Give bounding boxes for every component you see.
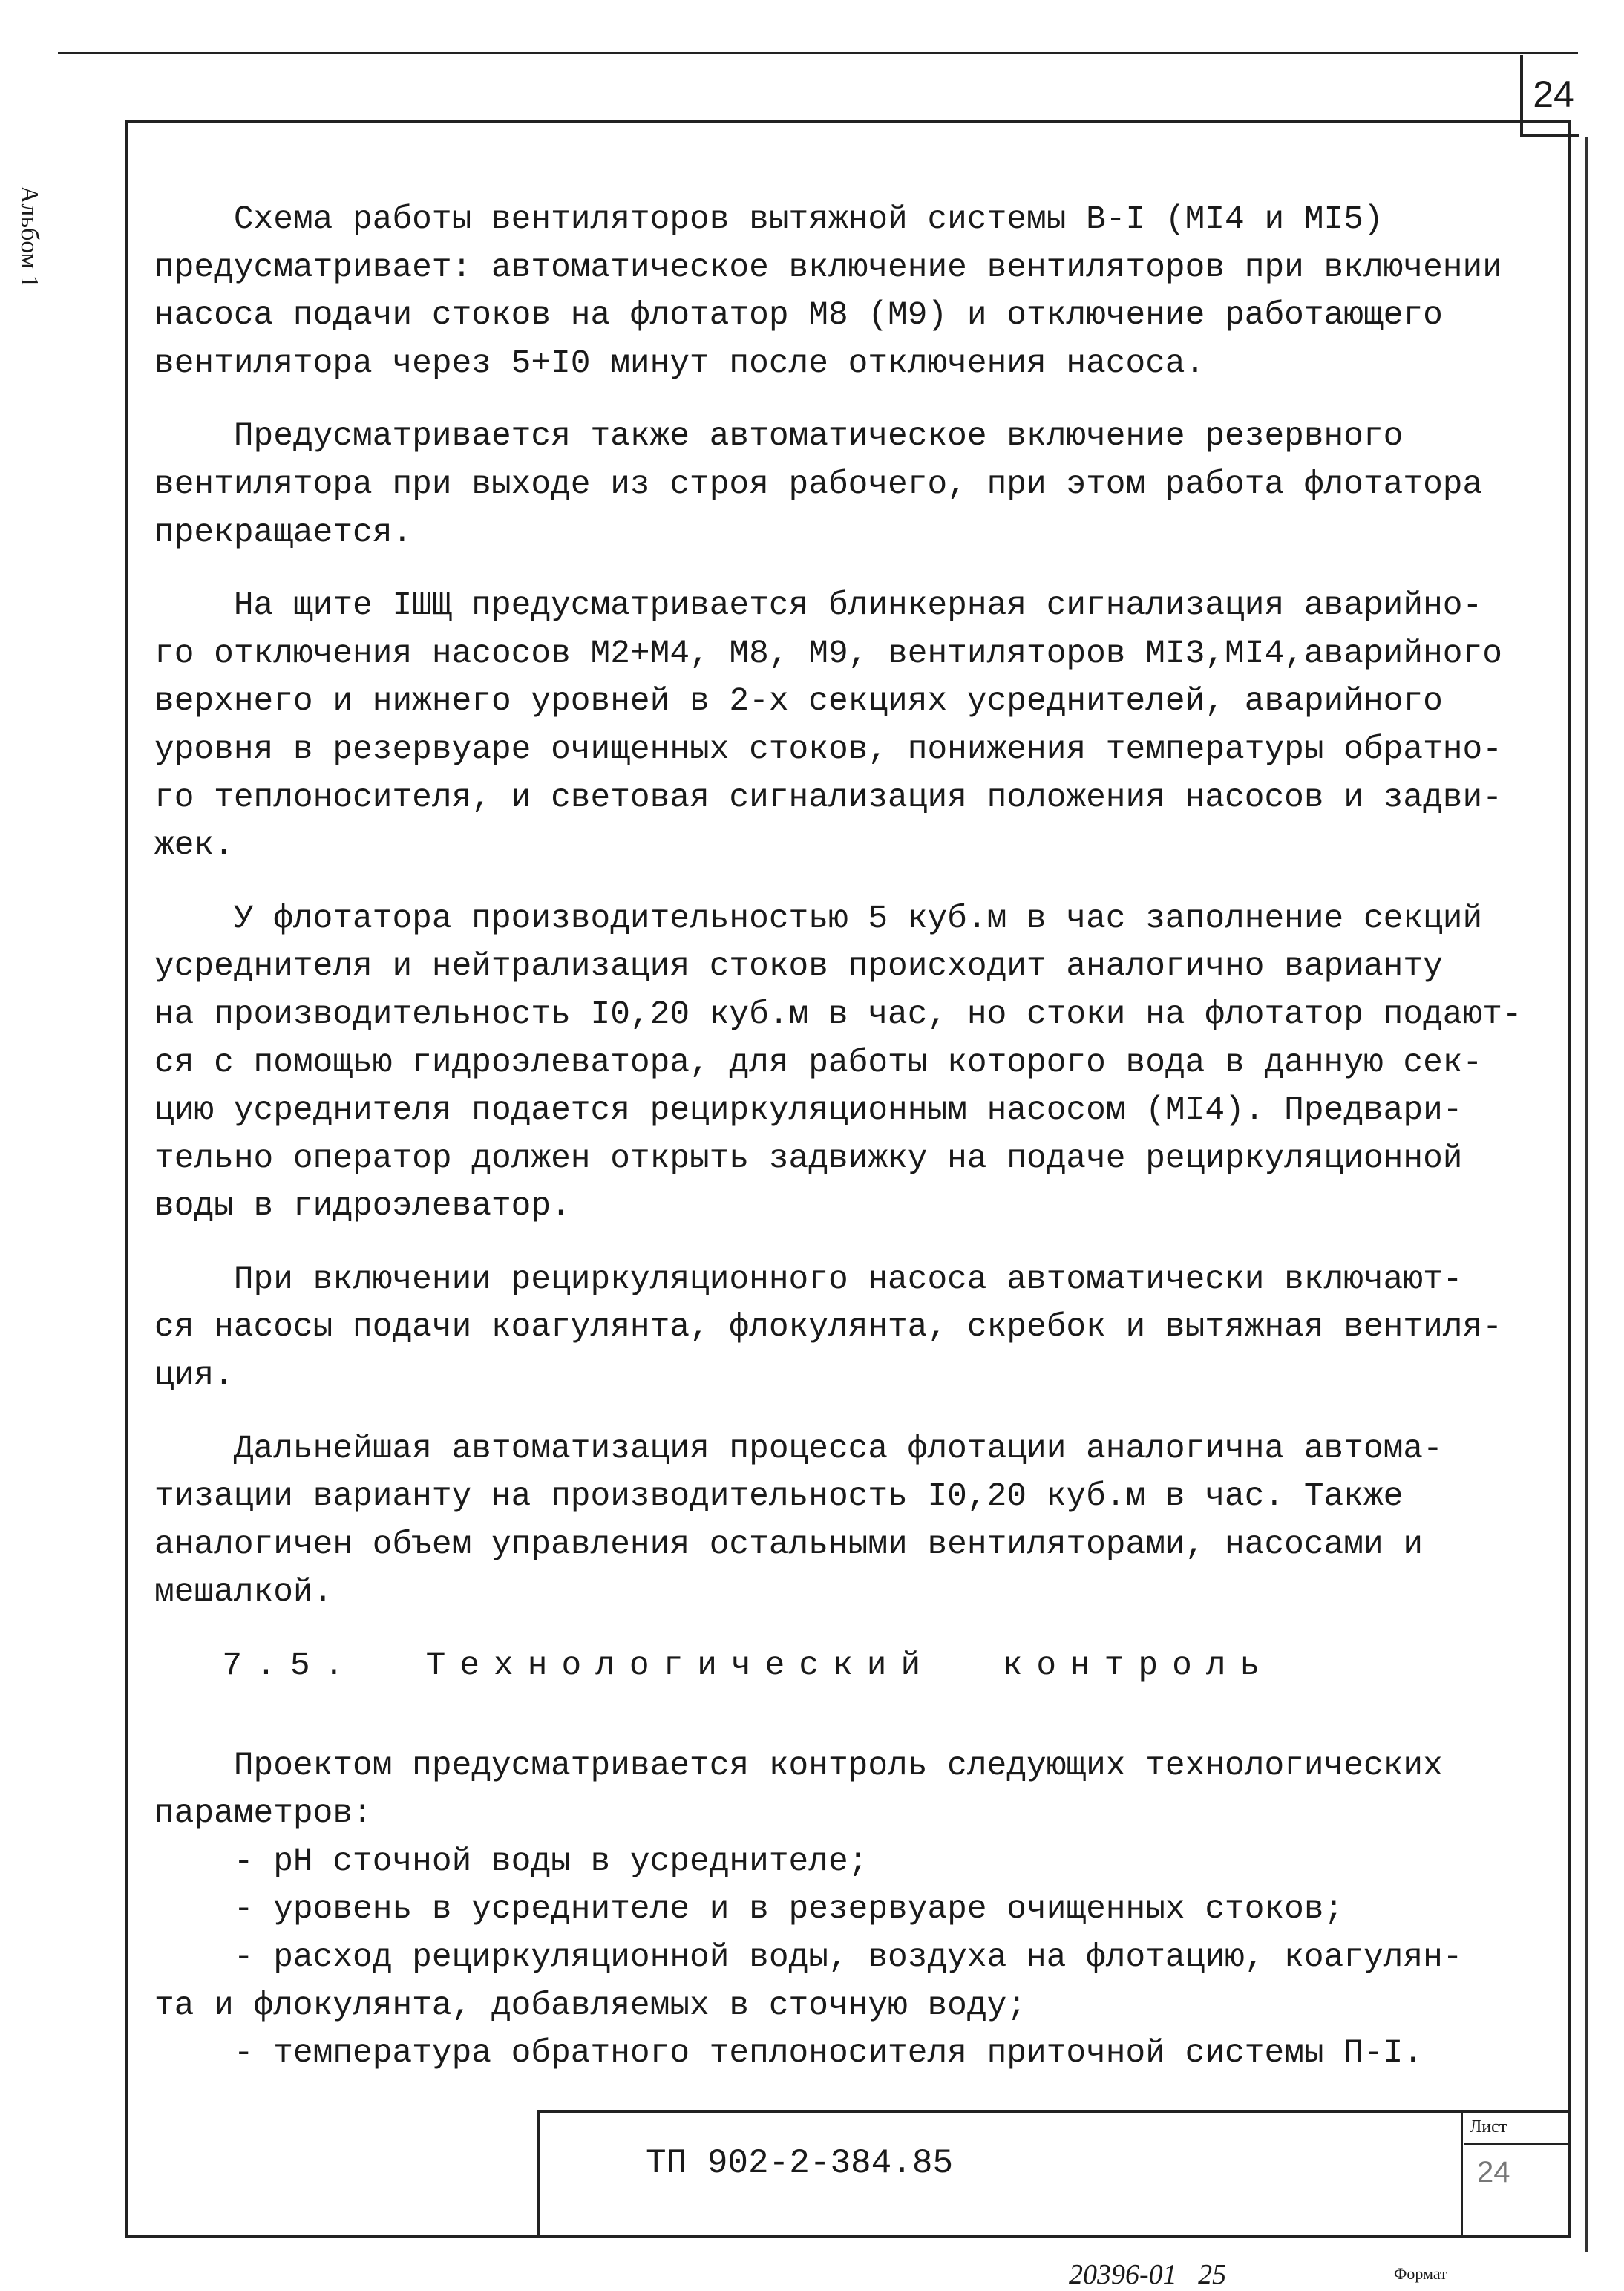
- text-line: прекращается.: [154, 514, 413, 552]
- list-item: - температура обратного теплоносителя приточной системы П-I.: [154, 2035, 1424, 2073]
- sheet-cell-separator: [1464, 2143, 1571, 2145]
- text-line: мешалкой.: [154, 1574, 333, 1612]
- text-line: го теплоносителя, и световая сигнализация положения насосов и задви-: [154, 779, 1502, 817]
- text-line: тельно оператор должен открыть задвижку на подаче рециркуляционной: [154, 1140, 1463, 1177]
- paragraph-4: [154, 895, 1550, 1231]
- paragraph-3: [154, 582, 1550, 870]
- text-line: Схема работы вентиляторов вытяжной системы В-I (МI4 и МI5): [154, 201, 1384, 238]
- text-line: Дальнейшая автоматизация процесса флотации аналогична автома-: [154, 1430, 1443, 1468]
- text-line: аналогичен объем управления остальными вентиляторами, насосами и: [154, 1526, 1424, 1563]
- section-heading: 7.5. Технологический контроль: [154, 1647, 1274, 1685]
- text-line: ция.: [154, 1357, 234, 1395]
- paragraph-1: [154, 196, 1550, 388]
- text-line: Проектом предусматривается контроль следующих технологических: [154, 1747, 1443, 1785]
- text-line: ся насосы подачи коагулянта, флокулянта, скребок и вытяжная вентиля-: [154, 1309, 1502, 1347]
- text-line: на производительность I0,20 куб.м в час, но стоки на флотатор подают-: [154, 996, 1522, 1033]
- text-line: вентилятора через 5+I0 минут после отключения насоса.: [154, 344, 1205, 382]
- text-line: цию усреднителя подается рециркуляционным насосом (МI4). Предвари-: [154, 1092, 1463, 1130]
- text-line: усреднителя и нейтрализация стоков происходит аналогично варианту: [154, 948, 1443, 986]
- text-line: параметров:: [154, 1795, 373, 1833]
- album-side-label: Альбом 1: [16, 186, 43, 288]
- text-line: Предусматривается также автоматическое включение резервного: [154, 418, 1404, 456]
- page-number: 24: [1533, 73, 1574, 115]
- format-label: Формат: [1394, 2264, 1447, 2283]
- text-line: насоса подачи стоков на флотатор М8 (М9) и отключение работающего: [154, 297, 1443, 335]
- text-line: уровня в резервуаре очищенных стоков, понижения температуры обратно-: [154, 731, 1502, 768]
- document-code: ТП 902-2-384.85: [646, 2144, 954, 2183]
- text-line: воды в гидроэлеватор.: [154, 1188, 571, 1226]
- text-line: верхнего и нижнего уровней в 2-х секциях усреднителей, аварийного: [154, 683, 1443, 721]
- text-line: тизации варианту на производительность I0,20 куб.м в час. Также: [154, 1478, 1404, 1516]
- paragraph-2: [154, 413, 1550, 557]
- body-text: [154, 196, 1550, 2078]
- text-line: предусматривает: автоматическое включение вентиляторов при включении: [154, 249, 1502, 287]
- sheet-number: 24: [1477, 2156, 1510, 2189]
- control-intro: [154, 1742, 1550, 1838]
- list-item: - расход рециркуляционной воды, воздуха на флотацию, коагулян-: [154, 1939, 1463, 1976]
- inventory-number: 20396-01 25: [1069, 2259, 1227, 2290]
- frame-outer-right-line: [1585, 137, 1588, 2252]
- list-item: та и флокулянта, добавляемых в сточную воду;: [154, 1987, 1027, 2024]
- text-line: У флотатора производительностью 5 куб.м в час заполнение секций: [154, 900, 1483, 938]
- list-item: - рН сточной воды в усреднителе;: [154, 1843, 868, 1880]
- list-item: - уровень в усреднителе и в резервуаре очищенных стоков;: [154, 1891, 1344, 1929]
- text-line: жек.: [154, 827, 234, 865]
- text-line: ся с помощью гидроэлеватора, для работы которого вода в данную сек-: [154, 1044, 1483, 1082]
- top-rule: [58, 52, 1578, 54]
- text-line: го отключения насосов М2+М4, М8, М9, вентиляторов МI3,МI4,аварийного: [154, 635, 1502, 673]
- sheet-cell-divider: [1461, 2113, 1463, 2238]
- control-list: [154, 1838, 1550, 2078]
- paragraph-6: [154, 1425, 1550, 1617]
- sheet-label: Лист: [1470, 2117, 1507, 2137]
- text-line: На щите IШЩ предусматривается блинкерная сигнализация аварийно-: [154, 587, 1483, 625]
- text-line: При включении рециркуляционного насоса автоматически включают-: [154, 1261, 1463, 1298]
- text-line: вентилятора при выходе из строя рабочего, при этом работа флотатора: [154, 465, 1483, 503]
- paragraph-5: [154, 1256, 1550, 1400]
